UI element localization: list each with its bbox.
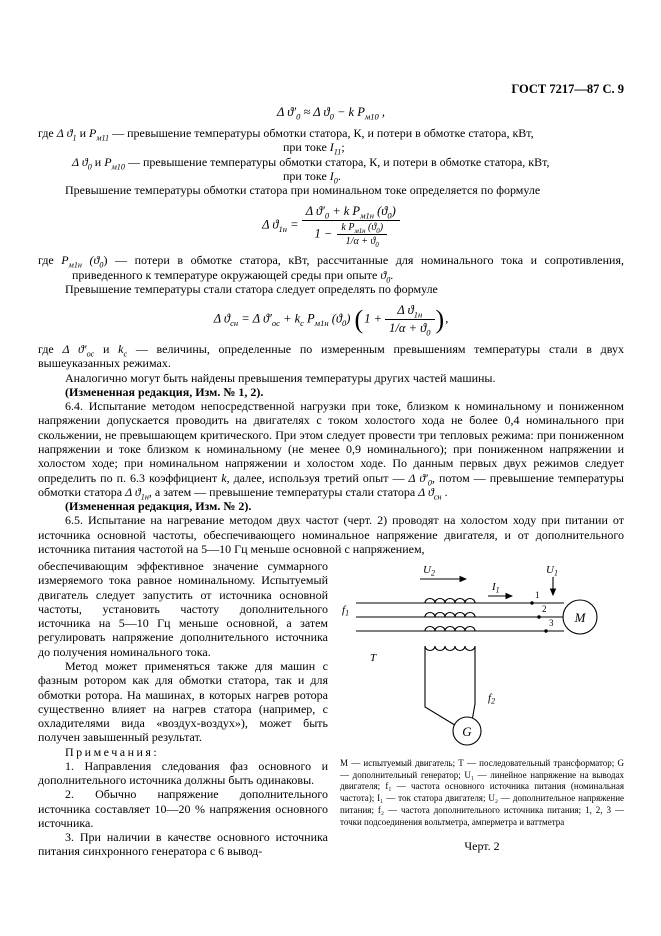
text-run: .: [390, 267, 394, 282]
open-paren: (: [354, 304, 364, 334]
formula-term: (ϑ: [373, 204, 388, 219]
formula-term: Δ ϑ: [397, 303, 414, 318]
formula-term: ): [379, 222, 384, 234]
formula-subscript: ос: [271, 318, 280, 328]
formula-subscript: м1н: [68, 260, 82, 270]
formula-term: I: [329, 140, 334, 155]
paragraph-formula-intro-1: Превышение температуры обмотки статора при номинальном токе определяется по формуле: [65, 183, 541, 198]
motor-label: M: [574, 610, 586, 626]
fraction-numerator: [302, 204, 400, 221]
i1-label: $I_1$: [492, 581, 500, 595]
formula-subscript: с: [123, 349, 128, 359]
amendment-note-1: (Измененная редакция, Изм. № 1, 2).: [65, 384, 264, 399]
formula-subscript: 0: [386, 274, 391, 284]
clause-6-4: [38, 399, 624, 502]
text-run: и: [76, 126, 89, 140]
measure-point-1-label: 1: [535, 590, 540, 601]
text-run: ;: [341, 140, 345, 155]
text-run: , потом — превышение температуры обмотки статора: [38, 470, 624, 499]
transformer-secondary-coil-2: [425, 613, 475, 618]
text-run: .: [337, 168, 341, 183]
formula-term: + k P: [329, 204, 361, 219]
measure-point-dot-1: [530, 601, 533, 604]
fraction-denominator: [385, 320, 434, 336]
formula-term: Δ ϑ: [418, 484, 434, 499]
method-applicability-paragraph: Метод может применяться также для машин с фазным ротором как для обмотки статора, так и для обмотки ротора. На машинах, в которых нагрев ротора существенно влияет на нагрев статора (например, с охладителями вида «воздух-воздух»), может быть получен завышенный результат.: [38, 658, 328, 745]
formula-term: = Δ ϑ′: [238, 311, 272, 326]
text-run: при токе: [283, 168, 330, 183]
measure-point-dot-3: [544, 629, 547, 632]
fraction-numerator: [385, 303, 434, 320]
formula-term: ,: [445, 311, 449, 326]
clause-6-5-continuation: обеспечивающим эффективное значение суммарного измеряемого тока равное номинальному. Испытуемый двигатель следует запустить от источника основной частоты, установить частоту дополнительного источника на 5—10 Гц меньше основной, а затем регулировать напряжение дополнительного источника до получения номинального тока.: [38, 559, 328, 659]
doc-number: ГОСТ 7217—87 С. 9: [511, 82, 624, 96]
formula-subscript: сн: [230, 318, 239, 328]
formula-term: Δ ϑ′: [276, 105, 297, 119]
formula-subscript: ос: [86, 349, 95, 359]
clause-6-5: 6.5. Испытание на нагревание методом двух частот (черт. 2) проводят на холостом ходу при питании от источника основной частоты, обеспечивающего номинальное напряжение двигателя, и от дополнительного источника питания частотой на 5—10 Гц меньше основной с напряжением,: [38, 513, 624, 556]
formula-term: k: [118, 342, 124, 357]
formula-term: Δ ϑ: [262, 217, 279, 232]
where-definition-3: [38, 253, 624, 282]
formula-subscript: 0: [427, 477, 432, 487]
transformer-primary-coil: [425, 646, 475, 651]
formula-term: k P: [341, 222, 355, 234]
text-run: , а затем — превышение температуры стали статора: [148, 484, 419, 499]
two-frequency-circuit-diagram: [340, 559, 624, 751]
page-header: [38, 82, 624, 97]
text-run: , далее, используя третий опыт —: [226, 470, 409, 485]
paragraph-analog: Аналогично могут быть найдены превышения температуры других частей машины.: [65, 370, 496, 385]
text-run: и: [91, 154, 105, 169]
formula-term: Δ ϑ: [72, 154, 88, 169]
formula-subscript: 1н: [413, 309, 423, 320]
formula-term: P: [104, 154, 112, 169]
fraction-denominator: [302, 221, 400, 250]
formula-term: k: [221, 470, 227, 485]
figure-caption: М — испытуемый двигатель; Т — последовательный трансформатор; G — дополнительный генератор; U₁ — линейное напряжение на выводах двигателя; f₁ — частота основного источника питания (номинальная частота); I₁ — ток статора двигателя; U₂ — дополнительное напряжение питания; f₂ — частота дополнительного источника питания; 1, 2, 3 — точки подсоединения вольтметра, амперметра и ваттметра: [340, 758, 624, 827]
formula-term: Δ ϑ′: [305, 204, 325, 219]
formula-subscript: м1н: [314, 318, 329, 328]
notes-title: Примечания:: [65, 744, 160, 759]
text-run: где: [38, 253, 62, 268]
text-run: 6.4. Испытание методом непосредственной нагрузки при токе, близком к номинальному и пониженном напряжении допускается проводить на двигателях с током холостого хода не более 0,4 номинального при скольжении, не превышающем критического. При этом следует провести три тепловых режима: при пониженном напряжении и токе близком к номинальному (не менее 0,9 номинального); при пониженном напряжении и холостом ходе; при номинальном напряжении и холостом ходе. По данным первых двух режимов следует определить по п. 6.3 коэффициент: [38, 399, 624, 485]
formula-term: Δ ϑ′: [408, 470, 428, 485]
text-run: .: [441, 484, 448, 499]
formula-term: ): [391, 204, 396, 219]
figure-column: [340, 559, 624, 859]
formula-term: + k: [279, 311, 301, 326]
formula-term: ): [346, 311, 351, 326]
formula-subscript: 0: [296, 111, 301, 122]
formula-term: ≈ Δ ϑ: [300, 105, 330, 119]
formula-term: Δ ϑ: [213, 311, 231, 326]
formula-subscript: 0: [375, 242, 379, 250]
formula-subscript: 1: [72, 133, 77, 143]
paragraph-formula-intro-2: Превышение температуры стали статора следует определять по формуле: [65, 281, 438, 296]
formula-subscript: 0: [426, 327, 431, 338]
formula-term: Δ ϑ′: [62, 342, 87, 357]
text-run: и: [94, 342, 119, 357]
where-definition-2: [38, 155, 624, 184]
transformer-secondary-coil-1: [425, 599, 475, 604]
formula-term: P: [88, 126, 97, 140]
generator-label: G: [462, 724, 472, 740]
left-column: [38, 559, 328, 859]
formula-term: ϑ: [380, 267, 387, 282]
formula-subscript: 0: [99, 260, 104, 270]
formula-term: (ϑ: [365, 222, 377, 234]
text-run: где: [38, 126, 57, 140]
formula-subscript: м10: [364, 111, 379, 122]
equals-sign: =: [287, 217, 302, 232]
formula-subscript: 0: [333, 176, 338, 186]
two-column-section: [38, 559, 624, 859]
fraction: [302, 204, 400, 250]
formula-subscript: с: [300, 318, 304, 328]
generator-wire-left: [425, 646, 458, 727]
where-definition-1: [38, 126, 624, 155]
formula-term: (ϑ: [328, 311, 342, 326]
formula-subscript: м10: [111, 161, 125, 171]
text-run: ) — потери в обмотке статора, кВт, рассчитанные для номинального тока и сопротивления, приведенного к температуре окружающей среды при опыте: [72, 253, 624, 282]
formula-subscript: 11: [333, 147, 342, 157]
formula-3: [38, 303, 624, 336]
text-run: — превышение температуры обмотки статора, К, и потери в обмотке статора, кВт,: [109, 126, 534, 140]
text-run: — превышение температуры обмотки статора, К, и потери в обмотке статора, кВт,: [124, 154, 550, 169]
formula-subscript: 0: [376, 228, 380, 236]
formula-subscript: 0: [324, 210, 330, 221]
figure-label: Черт. 2: [464, 839, 500, 854]
inner-fraction: [337, 222, 387, 250]
formula-term: Δ ϑ: [125, 484, 141, 499]
formula-term: Δ ϑ: [56, 126, 73, 140]
formula-subscript: м1н: [360, 210, 374, 221]
where-definition-4: [38, 342, 624, 371]
u2-label: $U_2$: [423, 564, 435, 578]
note-3: 3. При наличии в качестве основного источника питания синхронного генератора с 6 вывод-: [38, 830, 328, 859]
text-run: при токе: [283, 140, 330, 155]
note-2: 2. Обычно напряжение дополнительного источника составляет 10—20 % напряжения основного источника.: [38, 787, 328, 830]
formula-subscript: м1н: [354, 228, 366, 236]
amendment-note-2: (Измененная редакция, Изм. № 2).: [65, 499, 252, 514]
generator-wire-right: [472, 646, 475, 721]
fraction-denominator: [337, 235, 387, 250]
formula-term: ,: [378, 105, 386, 119]
formula-term: I: [329, 168, 334, 183]
formula-1: [38, 105, 624, 120]
formula-term: 1/α + ϑ: [345, 236, 376, 248]
formula-term: 1 −: [314, 226, 336, 241]
u1-label: $U_1$: [546, 564, 558, 578]
transformer-label: T: [370, 652, 377, 665]
formula-term: P: [61, 253, 69, 268]
formula-subscript: 1н: [278, 224, 288, 235]
measure-point-2-label: 2: [542, 604, 547, 615]
fraction: [385, 303, 434, 336]
f1-label: $f_1$: [342, 604, 350, 618]
formula-subscript: м11: [96, 133, 110, 143]
text-run: где: [38, 342, 63, 357]
formula-term: P: [303, 311, 315, 326]
measure-point-dot-2: [537, 615, 540, 618]
formula-term: (ϑ: [81, 253, 100, 268]
transformer-secondary-coil-3: [425, 627, 475, 632]
text-run: — величины, определенные по измеренным превышениям температуры стали в двух вышеуказанных режимах.: [38, 342, 625, 371]
formula-subscript: сн: [433, 492, 442, 502]
formula-subscript: 0: [329, 111, 334, 122]
f2-label: $f_2$: [488, 692, 496, 706]
formula-term: 1 +: [364, 311, 386, 326]
formula-subscript: 0: [387, 210, 392, 221]
formula-term: 1/α + ϑ: [389, 321, 427, 336]
formula-2: [38, 204, 624, 250]
fraction-numerator: [337, 222, 387, 235]
formula-subscript: 0: [342, 318, 347, 328]
close-paren: ): [435, 304, 445, 334]
formula-subscript: 1н: [140, 492, 149, 502]
formula-term: − k P: [333, 105, 365, 119]
note-1: 1. Направления следования фаз основного и дополнительного источника должны быть одинаковы.: [38, 758, 328, 788]
measure-point-3-label: 3: [549, 618, 554, 629]
formula-subscript: 0: [87, 161, 92, 171]
